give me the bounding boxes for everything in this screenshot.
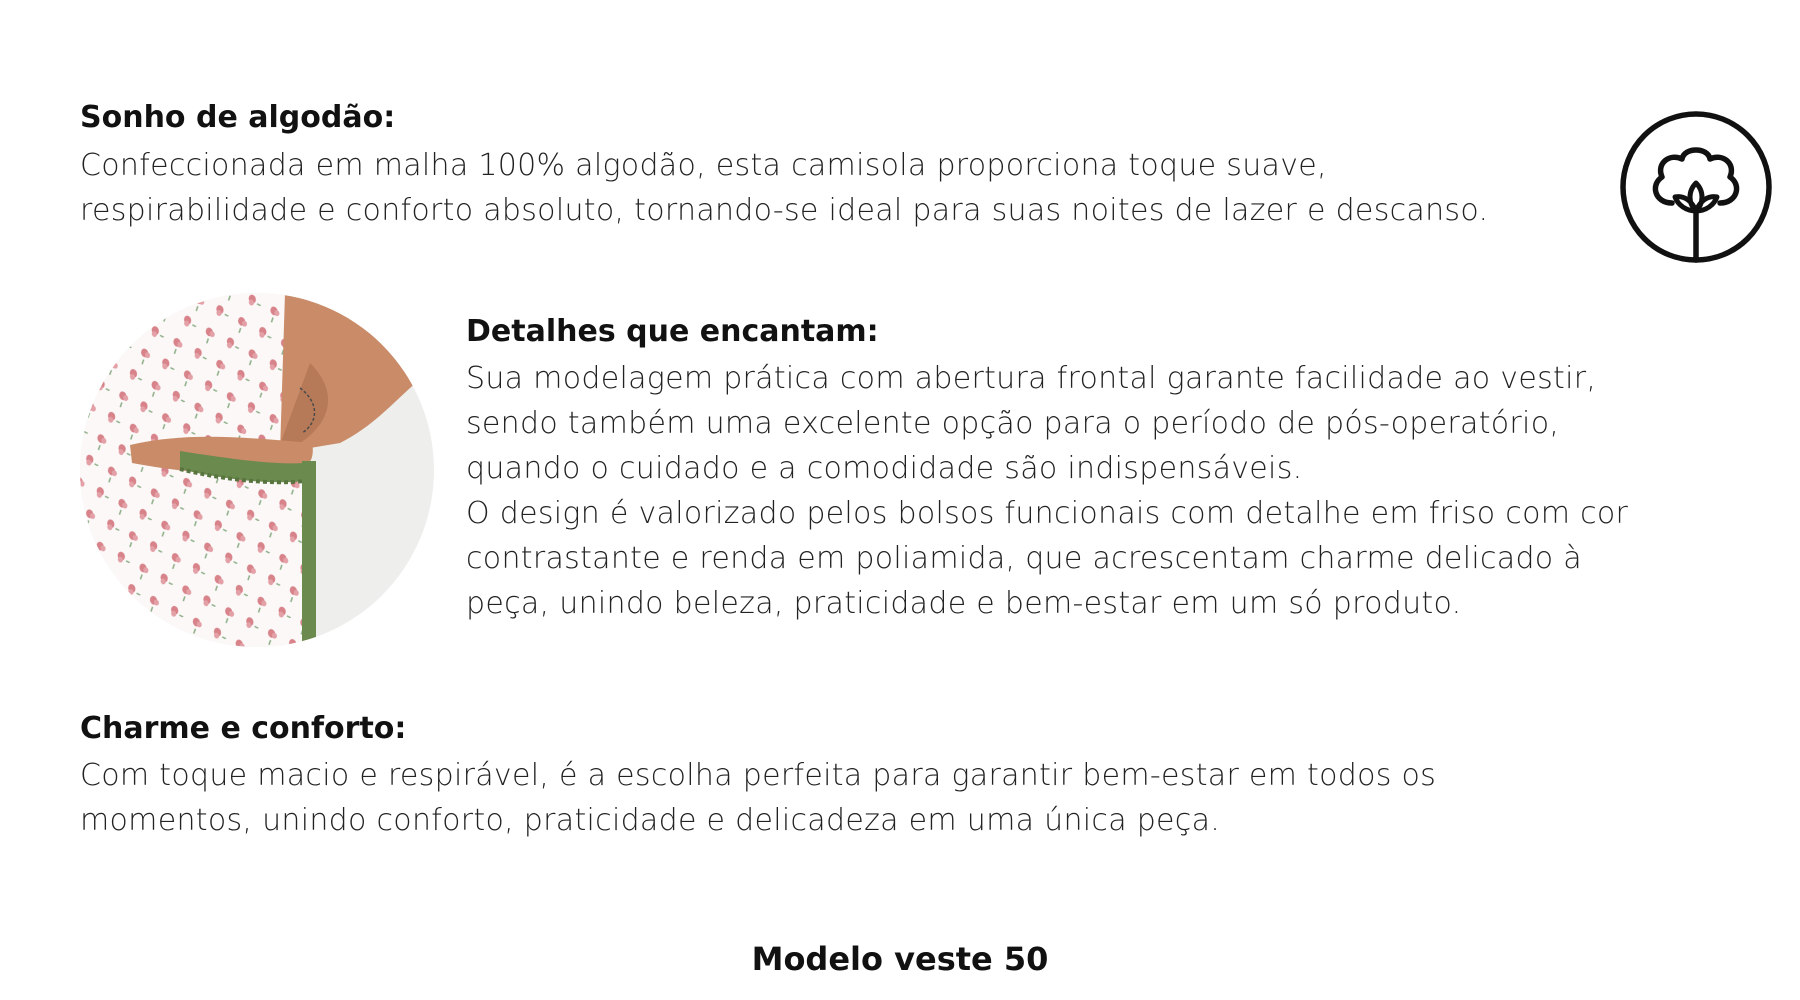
text-line: quando o cuidado e a comodidade são indispensáveis. bbox=[466, 451, 1303, 486]
text-line: O design é valorizado pelos bolsos funcionais com detalhe em friso com cor bbox=[466, 496, 1629, 531]
product-pocket-photo bbox=[80, 293, 434, 647]
section-text-detalhes-que-encantam bbox=[466, 356, 1710, 626]
section-heading-sonho-de-algodao: Sonho de algodão: bbox=[80, 100, 396, 135]
text-line: peça, unindo beleza, praticidade e bem-estar em um só produto. bbox=[466, 586, 1462, 621]
text-line: momentos, unindo conforto, praticidade e delicadeza em uma única peça. bbox=[80, 803, 1221, 838]
text-line: respirabilidade e conforto absoluto, tornando-se ideal para suas noites de lazer e descanso. bbox=[80, 193, 1489, 228]
cotton-flower-icon bbox=[1620, 111, 1772, 263]
model-size-note: Modelo veste 50 bbox=[751, 940, 1049, 978]
section-text-charme-e-conforto bbox=[80, 753, 1632, 843]
section-text-sonho-de-algodao bbox=[80, 143, 1580, 233]
section-heading-charme-e-conforto: Charme e conforto: bbox=[80, 711, 407, 746]
section-heading-detalhes-que-encantam: Detalhes que encantam: bbox=[466, 314, 879, 349]
text-line: contrastante e renda em poliamida, que acrescentam charme delicado à bbox=[466, 541, 1582, 576]
text-line: sendo também uma excelente opção para o período de pós-operatório, bbox=[466, 406, 1560, 441]
text-line: Com toque macio e respirável, é a escolha perfeita para garantir bem-estar em todos os bbox=[80, 758, 1437, 793]
text-line: Sua modelagem prática com abertura frontal garante facilidade ao vestir, bbox=[466, 361, 1597, 396]
text-line: Confeccionada em malha 100% algodão, esta camisola proporciona toque suave, bbox=[80, 148, 1327, 183]
